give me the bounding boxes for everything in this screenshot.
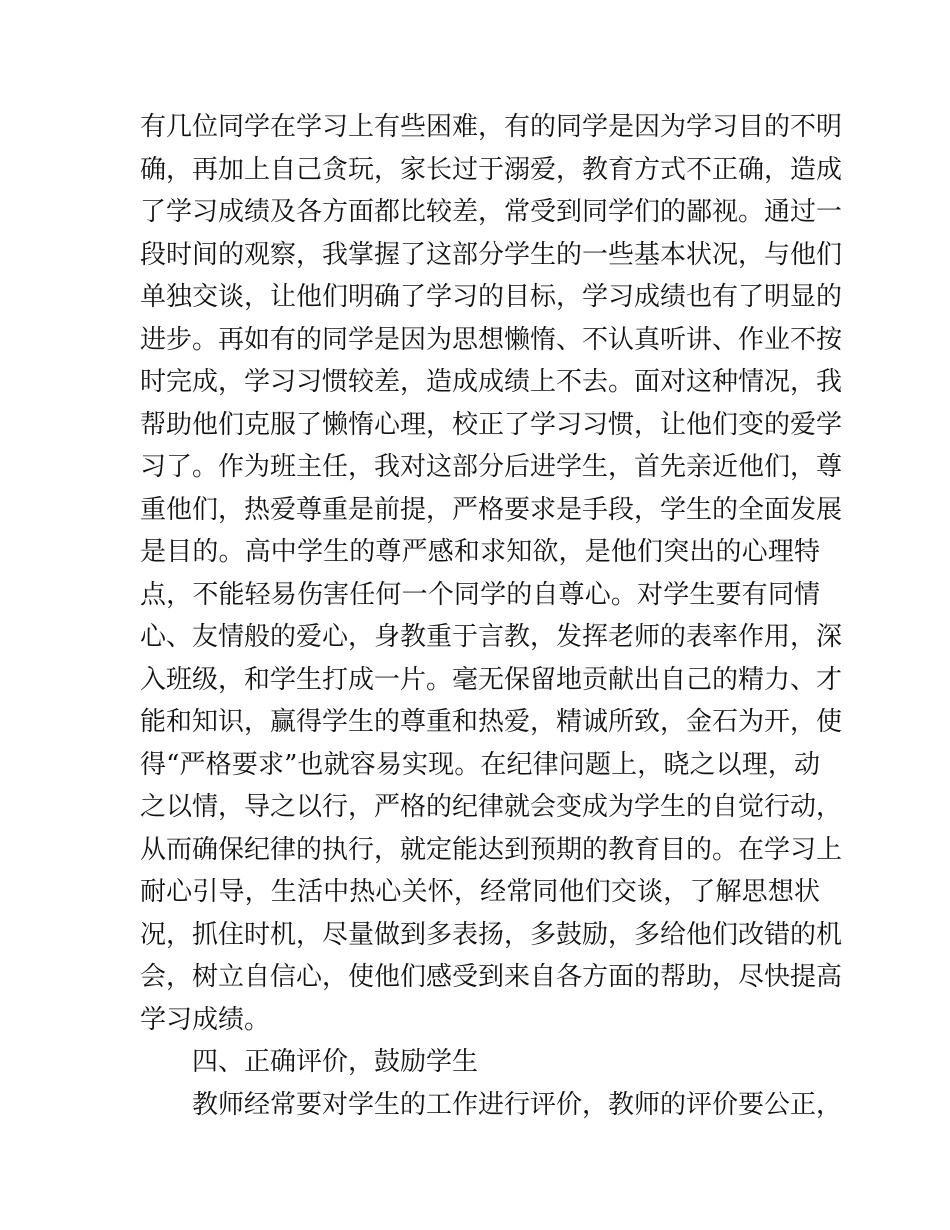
paragraph-line-4: 段时间的观察，我掌握了这部分学生的一些基本状况，与他们 xyxy=(140,239,843,270)
paragraph-line-16: 得“严格要求”也就容易实现。在纪律问题上，晓之以理，动 xyxy=(140,749,820,780)
paragraph-line-2: 确，再加上自己贪玩，家长过于溺爱，教育方式不正确，造成 xyxy=(140,154,843,185)
paragraph-line-21: 会，树立自信心，使他们感受到来自各方面的帮助，尽快提高 xyxy=(140,962,843,992)
paragraph-line-19: 耐心引导，生活中热心关怀，经常同他们交谈，了解思想状 xyxy=(140,877,820,907)
paragraph-line-1: 有几位同学在学习上有些困难，有的同学是因为学习目的不明 xyxy=(140,112,843,142)
paragraph-line-3: 了学习成绩及各方面都比较差，常受到同学们的鄙视。通过一 xyxy=(140,197,843,227)
body-text xyxy=(140,106,843,1126)
paragraph-line-11: 是目的。高中学生的尊严感和求知欲，是他们突出的心理特 xyxy=(140,537,820,567)
paragraph-line-14: 入班级，和学生打成一片。毫无保留地贡献出自己的精力、才 xyxy=(140,664,843,695)
paragraph-line-12: 点，不能轻易伤害任何一个同学的自尊心。对学生要有同情 xyxy=(140,579,820,610)
paragraph-line-15: 能和知识，赢得学生的尊重和热爱，精诚所致，金石为开，使 xyxy=(140,707,843,737)
paragraph-line-5: 单独交谈，让他们明确了学习的目标，学习成绩也有了明显的 xyxy=(140,282,843,312)
paragraph-line-22: 学习成绩。 xyxy=(140,1004,271,1035)
paragraph-line-8: 帮助他们克服了懒惰心理，校正了学习习惯，让他们变的爱学 xyxy=(140,409,843,440)
paragraph-line-13: 心、友情般的爱心，身教重于言教，发挥老师的表率作用，深 xyxy=(140,622,843,652)
paragraph-line-10: 重他们，热爱尊重是前提，严格要求是手段，学生的全面发展 xyxy=(140,494,843,525)
paragraph-line-6: 进步。再如有的同学是因为思想懒惰、不认真听讲、作业不按 xyxy=(140,324,843,355)
section-heading: 四、正确评价，鼓励学生 xyxy=(192,1047,479,1077)
paragraph-line-20: 况，抓住时机，尽量做到多表扬，多鼓励，多给他们改错的机 xyxy=(140,919,843,950)
paragraph-line-7: 时完成，学习习惯较差，造成成绩上不去。面对这种情况，我 xyxy=(140,367,843,397)
paragraph-line-17: 之以情，导之以行，严格的纪律就会变成为学生的自觉行动， xyxy=(140,792,843,822)
paragraph-line-9: 习了。作为班主任，我对这部分后进学生，首先亲近他们，尊 xyxy=(140,452,843,482)
next-paragraph-line: 教师经常要对学生的工作进行评价，教师的评价要公正， xyxy=(192,1089,843,1120)
paragraph-line-18: 从而确保纪律的执行，就定能达到预期的教育目的。在学习上 xyxy=(140,834,843,865)
